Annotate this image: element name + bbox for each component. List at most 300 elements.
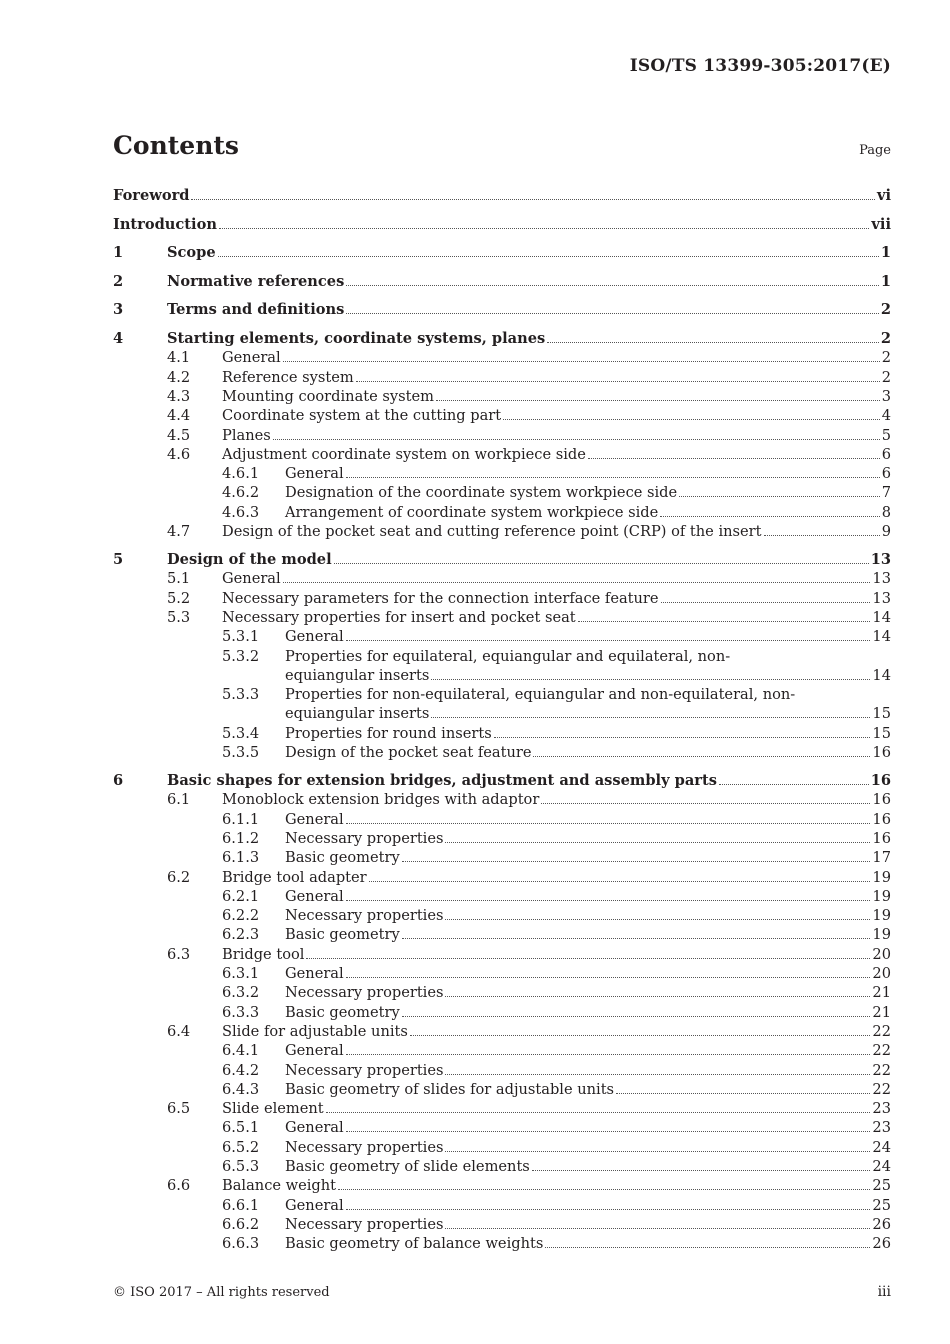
toc-entry-title: Reference system [222,368,354,386]
toc-entry-title: Designation of the coordinate system workpiece side [285,484,678,502]
toc-entry-number: 6.6.2 [222,1215,260,1233]
toc-entry-page: 4 [881,407,891,425]
toc-entry[interactable] [0,329,950,348]
toc-entry[interactable] [0,743,950,762]
toc-entry[interactable] [0,829,950,848]
toc-entry-leader [222,589,891,608]
toc-entry-page: 19 [872,868,891,886]
dot-leader [346,900,871,901]
toc-entry-number: 6.2.2 [222,907,260,925]
toc-entry[interactable] [0,685,950,704]
toc-entry-number: 4.6.1 [222,465,260,483]
toc-entry-title: Starting elements, coordinate systems, planes [167,330,546,347]
dot-leader [273,439,880,440]
toc-entry[interactable] [0,647,950,666]
dot-leader [445,1151,870,1152]
toc-entry[interactable] [0,1138,950,1157]
toc-entry-title: Basic geometry [285,926,400,944]
toc-entry-number: 6.6.3 [222,1235,260,1253]
toc-entry[interactable] [0,724,950,743]
toc-entry-title: General [285,1042,344,1060]
toc-entry-title: Necessary properties [285,829,444,847]
toc-entry-leader [113,186,891,205]
toc-entry-title: Properties for non-equilateral, equiangular and non-equilateral, non- [285,686,796,704]
toc-entry[interactable] [0,1196,950,1215]
toc-entry-leader [285,829,891,848]
toc-entry-page: 2 [881,349,891,367]
toc-entry[interactable] [0,272,950,291]
toc-entry-continuation[interactable] [0,704,950,723]
toc-entry-page: 1 [880,244,891,262]
toc-entry-leader [285,503,891,522]
dot-leader [326,1112,871,1113]
toc-entry-leader [222,406,891,425]
toc-entry-leader [285,483,891,502]
toc-entry-page: 16 [872,810,891,828]
toc-entry[interactable] [0,569,950,588]
toc-entry[interactable] [0,426,950,445]
toc-entry-page: 6 [881,465,891,483]
dot-leader [445,1228,870,1229]
toc-entry[interactable] [0,1234,950,1253]
toc-entry-title: General [285,628,344,646]
toc-entry-page: 23 [872,1119,891,1137]
toc-entry-leader [285,925,891,944]
toc-entry-page: 14 [872,608,891,626]
dot-leader [661,602,871,603]
toc-entry-page: 2 [880,301,891,319]
toc-entry-leader [285,906,891,925]
dot-leader [660,516,879,517]
toc-entry-title: Necessary parameters for the connection interface feature [222,589,659,607]
toc-entry-page: 5 [881,426,891,444]
toc-entry[interactable] [0,627,950,646]
toc-entry-page: 19 [872,926,891,944]
dot-leader [616,1093,870,1094]
toc-entry[interactable] [0,368,950,387]
toc-entry-title: Monoblock extension bridges with adaptor [222,791,540,809]
toc-entry-number: 6.1.1 [222,810,260,828]
toc-entry[interactable] [0,348,950,367]
toc-entry[interactable] [0,810,950,829]
toc-entry-title: General [285,1196,344,1214]
dot-leader [346,977,871,978]
toc-entry-page: 17 [872,849,891,867]
toc-entry-title: Necessary properties [285,907,444,925]
dot-leader [346,1054,871,1055]
dot-leader [410,1035,871,1036]
toc-entry[interactable] [0,1041,950,1060]
toc-entry-title: General [222,349,281,367]
toc-entry-number: 6.4.1 [222,1042,260,1060]
toc-entry[interactable] [0,1003,950,1022]
toc-entry-leader [167,771,891,790]
toc-entry-leader [222,1176,891,1195]
toc-entry-title: Properties for equilateral, equiangular and equilateral, non- [285,647,731,665]
toc-entry-number: 4.2 [167,368,191,386]
toc-entry-leader [167,329,891,348]
toc-entry-number: 6.2.1 [222,887,260,905]
toc-entry-page: 1 [880,272,891,290]
toc-entry[interactable] [0,906,950,925]
toc-entry-leader [285,983,891,1002]
document-id: ISO/TS 13399-305:2017(E) [629,56,891,76]
toc-entry-number: 6.4 [167,1022,191,1040]
toc-entry-page: 3 [881,387,891,405]
toc-entry-leader [285,1061,891,1080]
toc-entry-page: 7 [881,484,891,502]
toc-entry[interactable] [0,1099,950,1118]
toc-entry[interactable] [0,445,950,464]
toc-entry-leader [222,790,891,809]
dot-leader [219,228,869,229]
toc-entry-page: 13 [870,551,891,568]
toc-entry-page: 19 [872,907,891,925]
toc-entry-page: 24 [872,1138,891,1156]
toc-entry-page: 21 [872,1003,891,1021]
toc-entry-title: Basic geometry of balance weights [285,1235,544,1253]
toc-entry-leader [285,848,891,867]
toc-entry[interactable] [0,945,950,964]
toc-entry[interactable] [0,925,950,944]
toc-entry-title: Necessary properties for insert and pocket seat [222,608,576,626]
dot-leader [545,1247,870,1248]
dot-leader [346,313,878,314]
toc-entry-title: Basic geometry of slide elements [285,1158,530,1175]
toc-entry-number: 5.3 [167,608,191,626]
toc-entry-title: Planes [222,426,271,444]
dot-leader [402,938,871,939]
toc-entry-page: vii [871,215,891,233]
page-title: Contents [113,131,240,160]
dot-leader [346,477,880,478]
dot-leader [346,640,871,641]
toc-entry-number: 6.1.2 [222,829,260,847]
toc-entry-number: 6.5.1 [222,1119,260,1137]
toc-entry-page: 13 [872,570,891,588]
toc-entry-page: 14 [872,666,891,684]
toc-entry-page: 22 [872,1061,891,1079]
toc-entry-number: 6.5 [167,1100,191,1118]
toc-entry-leader [285,704,891,723]
toc-entry[interactable] [0,964,950,983]
toc-entry[interactable] [0,589,950,608]
toc-entry-leader [222,445,891,464]
dot-leader [436,400,880,401]
toc-entry-leader [222,569,891,588]
toc-entry-title: Slide element [222,1100,324,1118]
toc-entry[interactable] [0,243,950,262]
dot-leader [402,1016,871,1017]
toc-entry[interactable] [0,300,950,319]
toc-entry-title: Terms and definitions [167,301,345,319]
toc-entry-title: General [222,570,281,588]
dot-leader [306,958,870,959]
toc-entry-title: General [285,810,344,828]
toc-entry-number: 5.1 [167,570,191,588]
dot-leader [445,842,870,843]
dot-leader [218,256,879,257]
toc-entry[interactable] [0,186,950,205]
dot-leader [356,381,880,382]
dot-leader [588,458,880,459]
toc-entry-number: 5.3.4 [222,724,260,742]
toc-entry-page: 26 [872,1235,891,1253]
toc-entry-number: 1 [113,244,124,262]
toc-entry-title: Coordinate system at the cutting part [222,407,502,425]
toc-entry[interactable] [0,215,950,234]
toc-entry-page: 19 [872,887,891,905]
toc-entry[interactable] [0,1061,950,1080]
toc-entry-page: 20 [872,945,891,963]
toc-entry-number: 6.5.3 [222,1158,260,1175]
toc-entry-leader [285,964,891,983]
toc-entry-leader [285,464,891,483]
toc-entry-page: 13 [872,589,891,607]
toc-entry[interactable] [0,1176,950,1195]
toc-entry[interactable] [0,387,950,406]
toc-entry-continuation[interactable] [0,666,950,685]
toc-entry-leader [285,810,891,829]
toc-entry-number: 4.4 [167,407,191,425]
toc-entry-number: 5.3.2 [222,647,260,665]
dot-leader [283,361,880,362]
dot-leader [402,861,871,862]
footer-page-number: iii [877,1284,891,1300]
toc-entry-number: 6.6 [167,1177,191,1195]
toc-entry-page: vi [876,187,891,204]
toc-entry-title: Scope [167,244,216,262]
toc-entry-number: 6.1 [167,791,191,809]
dot-leader [719,784,869,785]
toc-entry-leader [285,1234,891,1253]
toc-entry-title: Basic geometry [285,849,400,867]
toc-entry-page: 16 [872,744,891,761]
toc-entry-title: Basic geometry [285,1003,400,1021]
toc-entry-number: 3 [113,301,124,319]
toc-entry-leader [285,627,891,646]
toc-entry-title: Properties for round inserts [285,724,492,742]
toc-entry-page: 8 [881,503,891,521]
toc-entry-leader [222,1022,891,1041]
toc-entry-title: Necessary properties [285,984,444,1002]
dot-leader [503,419,880,420]
toc-entry[interactable] [0,483,950,502]
toc-entry[interactable] [0,406,950,425]
toc-entry-number: 6.5.2 [222,1138,260,1156]
toc-entry[interactable] [0,503,950,522]
toc-entry-title: General [285,887,344,905]
toc-entry-number: 4.5 [167,426,191,444]
toc-entry-leader [285,887,891,906]
toc-entry-number: 5.3.5 [222,744,260,761]
dot-leader [445,1074,870,1075]
dot-leader [578,621,871,622]
toc-entry[interactable] [0,522,950,541]
toc-entry-number: 6.3.3 [222,1003,260,1021]
toc-entry-title: Necessary properties [285,1061,444,1079]
toc-entry[interactable] [0,790,950,809]
toc-entry-page: 26 [872,1215,891,1233]
toc-entry-page: 9 [881,523,891,540]
dot-leader [338,1189,870,1190]
toc-entry-page: 2 [881,368,891,386]
toc-entry-page: 23 [872,1100,891,1118]
toc-entry-page: 14 [872,628,891,646]
toc-entry-number: 6 [113,772,124,789]
toc-entry-title: Slide for adjustable units [222,1022,408,1040]
toc-entry-leader [285,666,891,685]
toc-entry[interactable] [0,848,950,867]
toc-entry-number: 4 [113,330,124,347]
toc-entry-page: 15 [872,705,891,723]
toc-entry-number: 4.3 [167,387,191,405]
dot-leader [431,679,870,680]
dot-leader [541,803,870,804]
footer-copyright: © ISO 2017 – All rights reserved [113,1285,330,1300]
toc-entry-title: General [285,465,344,483]
toc-entry-leader [222,387,891,406]
toc-entry-number: 4.6.2 [222,484,260,502]
dot-leader [346,1131,871,1132]
dot-leader [369,881,871,882]
toc-entry-title: Introduction [113,215,217,233]
toc-entry-leader [167,550,891,569]
toc-entry-number: 5.2 [167,589,191,607]
toc-entry-number: 6.3.1 [222,965,260,982]
toc-entry[interactable] [0,868,950,887]
toc-entry-number: 2 [113,272,124,290]
toc-entry-leader [167,272,891,291]
toc-entry-title: Basic geometry of slides for adjustable units [285,1080,615,1098]
toc-entry-number: 6.3.2 [222,984,260,1002]
dot-leader [679,496,880,497]
toc-entry-title: Balance weight [222,1177,337,1195]
toc-entry-number: 6.2.3 [222,926,260,944]
dot-leader [431,717,870,718]
toc-entry-title: Adjustment coordinate system on workpiece side [222,445,586,463]
toc-entry-title: Design of the pocket seat feature [285,744,532,761]
dot-leader [445,996,870,997]
toc-entry-leader [113,215,891,234]
dot-leader [346,823,871,824]
toc-entry[interactable] [0,550,950,569]
dot-leader [533,756,870,757]
dot-leader [494,737,871,738]
toc-entry-number: 6.6.1 [222,1196,260,1214]
toc-entry-title: Arrangement of coordinate system workpiece side [285,503,659,521]
toc-entry-page: 16 [872,791,891,809]
toc-entry[interactable] [0,608,950,627]
toc-entry-page: 16 [870,772,891,789]
dot-leader [334,563,869,564]
dot-leader [445,919,870,920]
dot-leader [764,535,880,536]
toc-entry-page: 16 [872,829,891,847]
toc-entry-title: Foreword [113,187,190,204]
toc-entry-title: Normative references [167,272,345,290]
toc-entry-leader [167,300,891,319]
toc-entry-leader [222,522,891,541]
toc-entry-title: Bridge tool [222,945,305,963]
toc-entry-title: Design of the model [167,551,332,568]
toc-entry-leader [285,724,891,743]
toc-entry-leader [222,868,891,887]
toc-entry-leader [222,945,891,964]
dot-leader [532,1170,871,1171]
toc-entry-leader [285,1003,891,1022]
toc-entry-number: 4.7 [167,523,191,540]
toc-entry[interactable] [0,1157,950,1176]
toc-entry[interactable] [0,887,950,906]
toc-entry-number: 6.2 [167,868,191,886]
toc-entry-leader [222,426,891,445]
toc-entry-leader [285,743,891,762]
dot-leader [283,582,871,583]
toc-entry-page: 22 [872,1080,891,1098]
toc-entry[interactable] [0,1215,950,1234]
toc-entry-title: General [285,965,344,982]
toc-entry-leader [222,348,891,367]
toc-entry-page: 20 [872,965,891,982]
toc-entry-number: 5 [113,551,124,568]
toc-entry-number: 4.6 [167,445,191,463]
toc-entry-leader [222,368,891,387]
toc-entry[interactable] [0,1118,950,1137]
page-column-label: Page [859,143,891,158]
toc-entry[interactable] [0,1022,950,1041]
dot-leader [346,1209,871,1210]
dot-leader [191,199,875,200]
toc-entry-leader [285,1080,891,1099]
toc-entry[interactable] [0,771,950,790]
toc-entry-number: 6.4.2 [222,1061,260,1079]
toc-entry-number: 4.1 [167,349,191,367]
toc-entry-title: General [285,1119,344,1137]
toc-entry-page: 2 [880,330,891,347]
toc-entry-page: 22 [872,1022,891,1040]
toc-entry-title: Basic shapes for extension bridges, adjustment and assembly parts [167,772,717,789]
toc-entry-number: 5.3.1 [222,628,260,646]
toc-entry-leader [285,1215,891,1234]
toc-entry-page: 22 [872,1042,891,1060]
toc-entry-leader [285,1196,891,1215]
toc-entry-page: 15 [872,724,891,742]
toc-entry-title: Mounting coordinate system [222,387,434,405]
toc-entry-leader [222,608,891,627]
toc-entry-page: 21 [872,984,891,1002]
toc-entry-title: Necessary properties [285,1138,444,1156]
toc-entry-page: 24 [872,1158,891,1175]
toc-entry[interactable] [0,1080,950,1099]
toc-entry-title-continued: equiangular inserts [285,666,430,684]
toc-entry-page: 25 [872,1196,891,1214]
toc-entry-leader [285,1118,891,1137]
toc-entry-number: 6.3 [167,945,191,963]
toc-entry-leader [285,1041,891,1060]
toc-entry-page: 25 [872,1177,891,1195]
toc-entry-leader [167,243,891,262]
dot-leader [547,342,879,343]
toc-entry-leader [222,1099,891,1118]
toc-entry-leader [285,1157,891,1176]
toc-entry-title: Design of the pocket seat and cutting reference point (CRP) of the insert [222,523,762,540]
toc-entry-page: 6 [881,445,891,463]
toc-entry[interactable] [0,464,950,483]
toc-entry-title: Bridge tool adapter [222,868,367,886]
toc-entry[interactable] [0,983,950,1002]
toc-entry-number: 6.1.3 [222,849,260,867]
